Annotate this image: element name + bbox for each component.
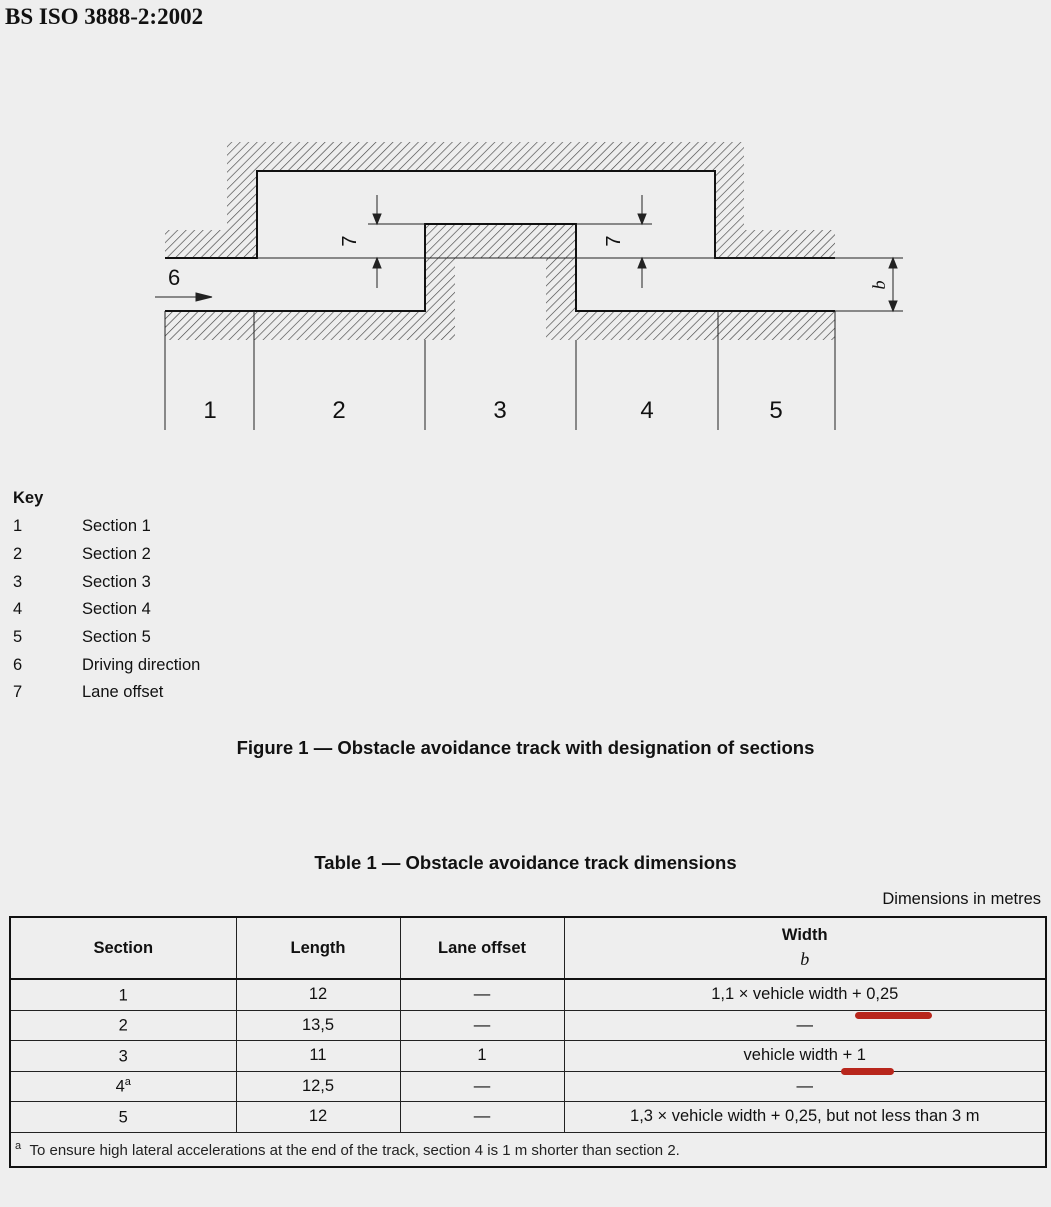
key-item bbox=[13, 679, 200, 707]
cell-length: 11 bbox=[236, 1041, 400, 1072]
table-row bbox=[10, 1102, 1046, 1133]
cell-length: 13,5 bbox=[236, 1010, 400, 1041]
units-note: Dimensions in metres bbox=[882, 890, 1041, 908]
callout-offset-left: 7 bbox=[339, 235, 361, 247]
section-number-2: 2 bbox=[332, 397, 346, 424]
header-width-symbol: b bbox=[800, 949, 810, 969]
cell-section: 1 bbox=[10, 979, 236, 1010]
dimensions-table bbox=[9, 916, 1047, 1168]
cell-length: 12,5 bbox=[236, 1071, 400, 1102]
standard-id: BS ISO 3888-2:2002 bbox=[5, 4, 204, 29]
table-row bbox=[10, 979, 1046, 1010]
lower-right-wall bbox=[576, 311, 835, 340]
cell-section: 5 bbox=[10, 1102, 236, 1133]
lower-left-wall bbox=[165, 311, 425, 340]
cell-section: 2 bbox=[10, 1010, 236, 1041]
header-section: Section bbox=[10, 917, 236, 979]
figure-key bbox=[13, 489, 200, 707]
key-item-label: Section 1 bbox=[82, 517, 151, 536]
key-item-label: Section 5 bbox=[82, 628, 151, 647]
footnote-text: To ensure high lateral accelerations at the end of the track, section 4 is 1 m shorter than section 2. bbox=[29, 1141, 680, 1159]
key-item-number: 6 bbox=[13, 655, 23, 674]
header-width bbox=[564, 917, 1046, 979]
cell-section: 4$^a$ bbox=[10, 1071, 236, 1102]
cell-section: 3 bbox=[10, 1041, 236, 1072]
cell-width: 1,1 × vehicle width + 0,25 bbox=[564, 979, 1046, 1010]
table-row bbox=[10, 1071, 1046, 1102]
key-item bbox=[13, 541, 200, 569]
key-item-label: Section 2 bbox=[82, 545, 151, 564]
key-item-number: 3 bbox=[13, 572, 23, 591]
track-diagram bbox=[0, 0, 1051, 470]
cell-width: 1,3 × vehicle width + 0,25, but not less than 3 m bbox=[564, 1102, 1046, 1133]
key-item-label: Section 3 bbox=[82, 572, 151, 591]
cell-width: — bbox=[564, 1010, 1046, 1041]
key-item-label: Driving direction bbox=[82, 655, 201, 674]
table-footnote-row bbox=[10, 1132, 1046, 1167]
obstacle-wall bbox=[425, 224, 576, 340]
figure-caption: Figure 1 — Obstacle avoidance track with designation of sections bbox=[236, 737, 815, 758]
key-item bbox=[13, 568, 200, 596]
header-lane-offset: Lane offset bbox=[400, 917, 564, 979]
key-item-number: 5 bbox=[13, 628, 23, 647]
cell-length: 12 bbox=[236, 979, 400, 1010]
cell-offset: — bbox=[400, 1071, 564, 1102]
table-header-row bbox=[10, 917, 1046, 979]
header-width-label: Width bbox=[781, 926, 828, 944]
header-length: Length bbox=[236, 917, 400, 979]
footnote-mark: a bbox=[15, 1139, 22, 1152]
cell-offset: 1 bbox=[400, 1041, 564, 1072]
table-row bbox=[10, 1041, 1046, 1072]
callout-offset-right: 7 bbox=[603, 235, 625, 247]
cell-offset: — bbox=[400, 979, 564, 1010]
callout-direction: 6 bbox=[168, 265, 181, 290]
cell-length: 12 bbox=[236, 1102, 400, 1133]
section-number-labels bbox=[203, 397, 782, 424]
red-underline-mark bbox=[855, 1012, 932, 1019]
section-number-5: 5 bbox=[769, 397, 783, 424]
key-title: Key bbox=[13, 489, 44, 507]
key-item bbox=[13, 596, 200, 624]
table-footnote bbox=[10, 1132, 1046, 1167]
section-number-3: 3 bbox=[493, 397, 507, 424]
key-item-number: 4 bbox=[13, 600, 23, 619]
key-item-number: 7 bbox=[13, 683, 23, 702]
key-item bbox=[13, 624, 200, 652]
key-item-number: 2 bbox=[13, 545, 23, 564]
callout-width: b bbox=[869, 280, 889, 290]
key-item bbox=[13, 651, 200, 679]
section-number-1: 1 bbox=[203, 397, 217, 424]
table-caption: Table 1 — Obstacle avoidance track dimensions bbox=[314, 852, 737, 873]
key-item-label: Lane offset bbox=[82, 683, 164, 702]
key-item-label: Section 4 bbox=[82, 600, 151, 619]
cell-width: vehicle width + 1 bbox=[564, 1041, 1046, 1072]
key-item bbox=[13, 513, 200, 541]
key-item-number: 1 bbox=[13, 517, 23, 536]
red-underline-mark bbox=[841, 1068, 894, 1075]
cell-width: — bbox=[564, 1071, 1046, 1102]
section-number-4: 4 bbox=[640, 397, 654, 424]
cell-offset: — bbox=[400, 1010, 564, 1041]
cell-offset: — bbox=[400, 1102, 564, 1133]
